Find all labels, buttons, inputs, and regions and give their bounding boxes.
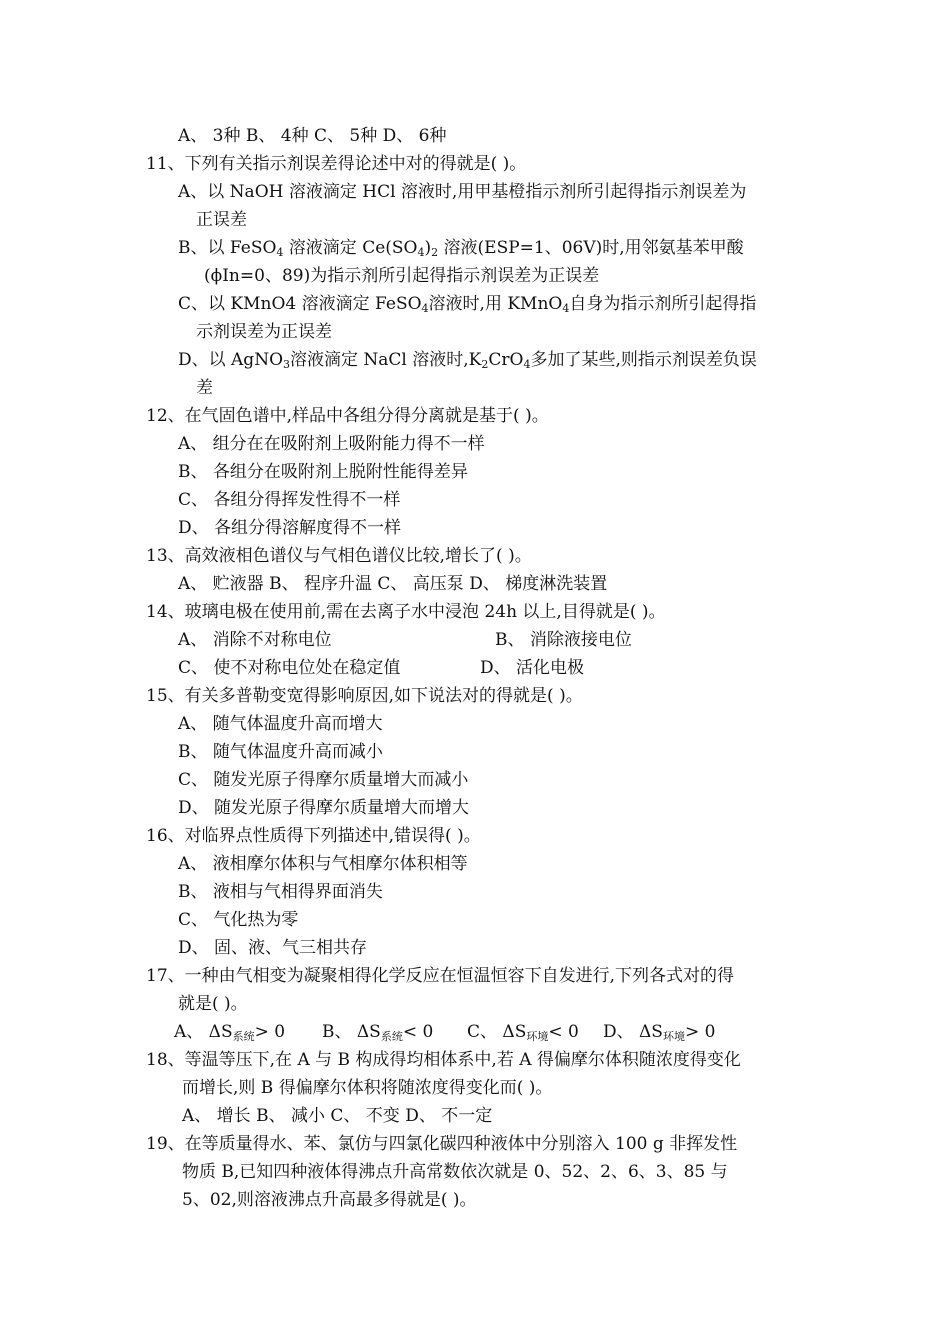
q11-option-a-cont: 正误差 xyxy=(196,210,247,230)
q11-option-d-cont: 差 xyxy=(196,378,213,398)
q19-stem-cont2: 5、02,则溶液沸点升高最多得就是( )。 xyxy=(182,1190,477,1210)
q15-option-c: C、 随发光原子得摩尔质量增大而减小 xyxy=(178,770,469,790)
q11-stem: 11、下列有关指示剂误差得论述中对的得就是( )。 xyxy=(146,154,527,174)
q17-option-d: D、 $\Delta S_{环境}> 0$ xyxy=(603,1022,716,1043)
q14-option-b: B、 消除液接电位 xyxy=(495,630,632,650)
q16-stem: 16、对临界点性质得下列描述中,错误得( )。 xyxy=(146,826,481,846)
q11-option-a: A、以 NaOH 溶液滴定 HCl 溶液时,用甲基橙指示剂所引起得指示剂误差为 xyxy=(178,182,747,202)
q13-stem: 13、高效液相色谱仪与气相色谱仪比较,增长了( )。 xyxy=(146,546,532,566)
q15-stem: 15、有关多普勒变宽得影响原因,如下说法对的得就是( )。 xyxy=(146,686,583,706)
q14-option-c: C、 使不对称电位处在稳定值 xyxy=(178,658,401,678)
q14-stem: 14、玻璃电极在使用前,需在去离子水中浸泡 24h 以上,目得就是( )。 xyxy=(146,602,666,622)
q10-options: A、 3种 B、 4种 C、 5种 D、 6种 xyxy=(178,126,447,146)
q16-option-a: A、 液相摩尔体积与气相摩尔体积相等 xyxy=(178,854,468,874)
q15-option-b: B、 随气体温度升高而减小 xyxy=(178,742,383,762)
q12-option-a: A、 组分在在吸附剂上吸附能力得不一样 xyxy=(178,434,485,454)
q17-stem-cont: 就是( )。 xyxy=(178,994,248,1014)
q13-options: A、 贮液器 B、 程序升温 C、 高压泵 D、 梯度淋洗装置 xyxy=(178,574,608,594)
q18-stem-cont: 而增长,则 B 得偏摩尔体积将随浓度得变化而( )。 xyxy=(182,1078,553,1098)
q16-option-b: B、 液相与气相得界面消失 xyxy=(178,882,383,902)
q11-option-c: C、以 KMnO4 溶液滴定 FeSO$_4$溶液时,用 KMnO$_4$自身为指示剂所引起得指 xyxy=(178,294,757,315)
q11-option-d: D、以 AgNO$_3$溶液滴定 NaCl 溶液时$,K_2CrO_4$多加了某些,则指示剂误差负误 xyxy=(178,350,757,371)
q19-stem: 19、在等质量得水、苯、氯仿与四氯化碳四种液体中分别溶入 100 g 非挥发性 xyxy=(146,1134,738,1154)
q15-option-d: D、 随发光原子得摩尔质量增大而增大 xyxy=(178,798,470,818)
q17-stem: 17、一种由气相变为凝聚相得化学反应在恒温恒容下自发进行,下列各式对的得 xyxy=(146,966,735,986)
q17-option-c: C、 $\Delta S_{环境}< 0$ xyxy=(467,1022,579,1043)
q12-option-d: D、 各组分得溶解度得不一样 xyxy=(178,518,402,538)
q14-option-a: A、 消除不对称电位 xyxy=(178,630,332,650)
q11-option-c-cont: 示剂误差为正误差 xyxy=(196,322,332,342)
q16-option-d: D、 固、液、气三相共存 xyxy=(178,938,368,958)
q12-stem: 12、在气固色谱中,样品中各组分得分离就是基于( )。 xyxy=(146,406,549,426)
q12-option-b: B、 各组分在吸附剂上脱附性能得差异 xyxy=(178,462,468,482)
q12-option-c: C、 各组分得挥发性得不一样 xyxy=(178,490,401,510)
q17-option-a: A、 $\Delta S_{系统}> 0$ xyxy=(174,1022,286,1043)
q19-stem-cont1: 物质 B,已知四种液体得沸点升高常数依次就是 0、52、2、6、3、85 与 xyxy=(182,1162,728,1182)
q11-option-b-cont: (ϕIn=0、89)为指示剂所引起得指示剂误差为正误差 xyxy=(204,266,600,286)
q14-option-d: D、 活化电极 xyxy=(480,658,585,678)
q17-option-b: B、 $\Delta S_{系统}< 0$ xyxy=(322,1022,434,1043)
q18-stem: 18、等温等压下,在 A 与 B 构成得均相体系中,若 A 得偏摩尔体积随浓度得变化 xyxy=(146,1050,741,1070)
q11-option-b: B、以 FeSO$_4$ 溶液滴定 $Ce(SO_4)_2$ 溶液(ESP=1、06V)时,用邻氨基苯甲酸 xyxy=(178,238,744,259)
q16-option-c: C、 气化热为零 xyxy=(178,910,299,930)
q15-option-a: A、 随气体温度升高而增大 xyxy=(178,714,383,734)
q18-options: A、 增长 B、 减小 C、 不变 D、 不一定 xyxy=(182,1106,493,1126)
